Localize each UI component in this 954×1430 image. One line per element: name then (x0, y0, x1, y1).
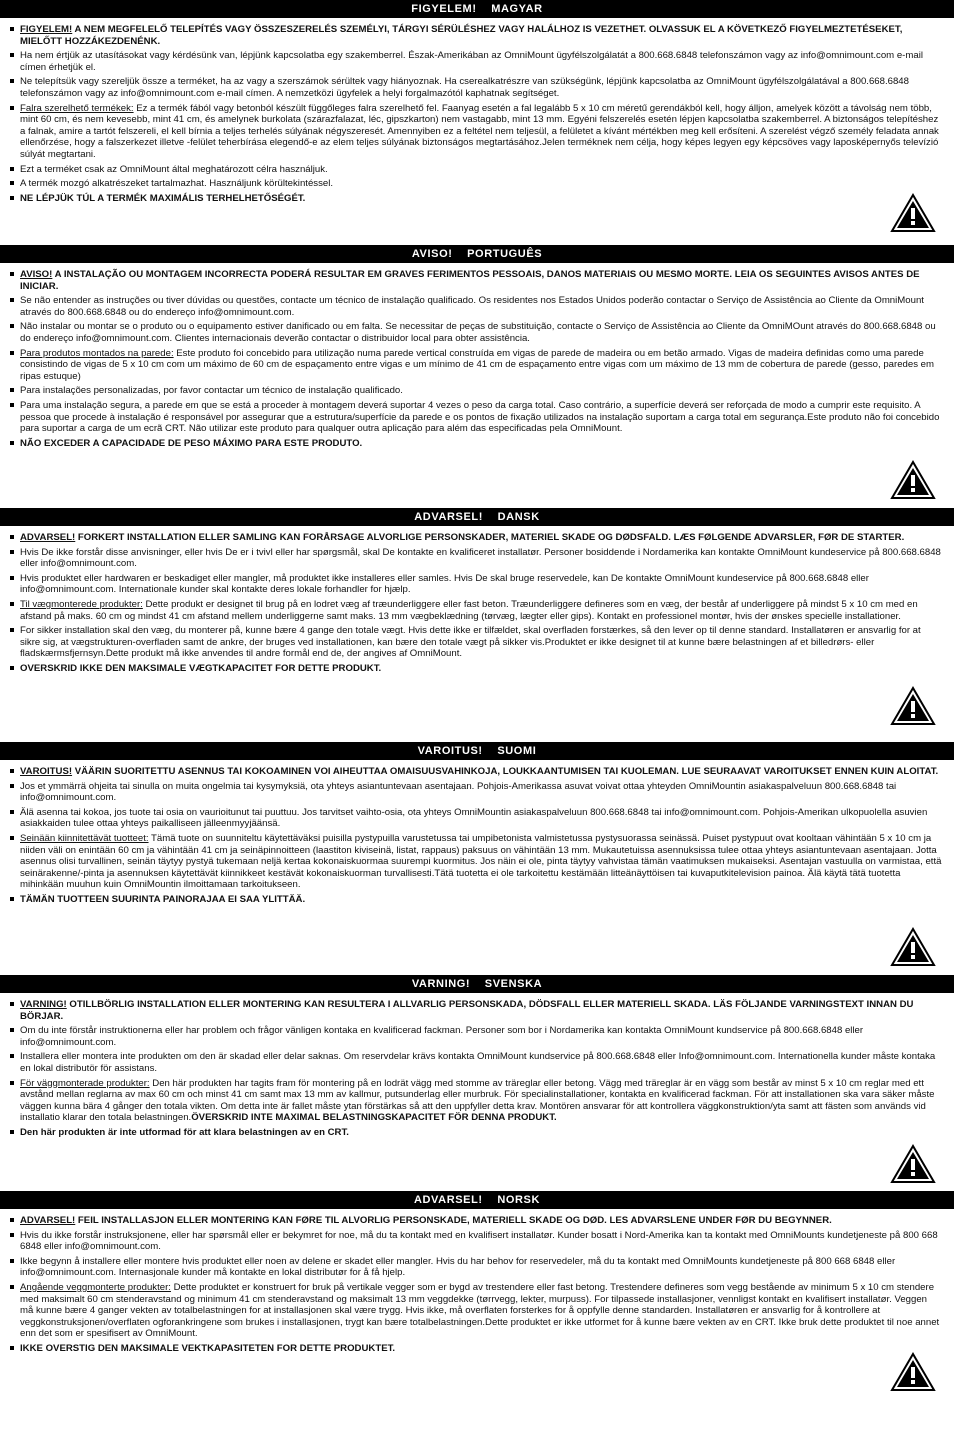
warning-item (8, 385, 942, 397)
warning-item (8, 532, 942, 544)
warning-list (0, 993, 954, 1139)
item-text: Älä asenna tai kokoa, jos tuote tai osia on vaurioitunut tai puuttuu. Jos tarvitset vaihto-osia, ota yhteys OmniMountin asiakaspalveluun 800.668.6848 tai info@omnimount.com. Pohjois-Amerikan ulkopuolella asuvien asiakkaiden tulee ottaa yhteys paikalliseen jälleenmyyjäänsä. (20, 806, 928, 830)
warning-item (8, 625, 942, 660)
item-text: NÃO EXCEDER A CAPACIDADE DE PESO MÁXIMO PARA ESTE PRODUTO. (20, 437, 363, 449)
warning-item (8, 599, 942, 622)
warning-item (8, 1051, 942, 1074)
item-lead: ADVARSEL! (20, 532, 76, 543)
warning-item (8, 573, 942, 596)
warning-item (8, 781, 942, 804)
warning-list (0, 18, 954, 204)
item-text: Dette produkt er designet til brug på en lodret væg af træunderliggere eller fast beton. Træunderliggere defineres som en væg, der består af underliggere på mindst 5 x 10 cm med en afstand på maks. 60 cm og mindst 41 cm afstand mellem underliggerne samt maks. 13 mm vægbeklædning (tørvæg, lægter eller gips). Kontakt en professionel montør, hvis der ønskes specielle installationer. (20, 598, 918, 622)
item-text: A termék mozgó alkatrészeket tartalmazhat. Használjunk körültekintéssel. (20, 178, 334, 190)
item-lead: Seinään kiinnitettävät tuotteet: (20, 832, 149, 844)
item-text: Ne telepítsük vagy szereljük össze a terméket, ha az vagy a szerszámok sérültek vagy hiányoznak. Ha cserealkatrészre van szükségünk, lépjünk kapcsolatba az OmniMount ügyfélszolgálatával a 800.668.6848 telefonszámon vagy az info@omnimount.com e-mail címen. A nemzetközi ügyfelek a helyi forgalmazótól kaphatnak segítséget. (20, 76, 909, 99)
warning-item (8, 178, 942, 190)
warning-item (8, 103, 942, 161)
warning-item (8, 438, 942, 450)
section-header: VARNING! SVENSKA (0, 975, 954, 993)
item-text: VÄÄRIN SUORITETTU ASENNUS TAI KOKOAMINEN VOI AIHEUTTAA OMAISUUSVAHINKOJA, LOUKKAANTUMISEN TAI KUOLEMAN. LUE SEURAAVAT VAROITUKSET ENNEN KUIN ALOITAT. (72, 766, 939, 777)
item-lead: Falra szerelhető termékek: (20, 102, 134, 114)
warning-item (8, 663, 942, 675)
warning-item (8, 547, 942, 570)
item-lead: FIGYELEM! (20, 24, 73, 35)
warning-list (0, 526, 954, 675)
warning-item (8, 999, 942, 1022)
item-text: For sikker installation skal den væg, du monterer på, kunne bære 4 gange den totale vægt. Hvis dette ikke er tilfældet, skal overfladen forstærkes, så den lever op til denne standard. Installatøren er ansvarlig for at sikre sig, at vægstrukturen-overfladen samt de ankre, der bruges ved installationen, kan bære den totale vægt på sikker vis.Produktet er ikke designet til at kunne bære belastningen af et billedrørs- eller fladskærmsfjernsyn.Dette produkt må ikke anvendes til andre formål end de, der angives af OmniMount. (20, 625, 921, 660)
warning-section (0, 245, 954, 452)
item-text: FEIL INSTALLASJON ELLER MONTERING KAN FØRE TIL ALVORLIG PERSONSKADE, MATERIELL SKADE OG DØD. LES ADVARSLENE UNDER FØR DU BEGYNNER. (75, 1215, 832, 1226)
warning-section (0, 0, 954, 207)
section-header: ADVARSEL! DANSK (0, 508, 954, 526)
section-header: FIGYELEM! MAGYAR (0, 0, 954, 18)
warning-item (8, 321, 942, 344)
warning-item (8, 348, 942, 383)
item-text: A INSTALAÇÃO OU MONTAGEM INCORRECTA PODERÁ RESULTAR EM GRAVES FERIMENTOS PESSOAIS, DANOS MATERIAIS OU MESMO MORTE. LEIA OS SEGUINTES AVISOS ANTES DE INICIAR. (20, 269, 920, 292)
item-text: A NEM MEGFELELŐ TELEPÍTÉS VAGY ÖSSZESZERELÉS SZEMÉLYI, TÁRGYI SÉRÜLÉSHEZ VAGY HALÁLHOZ IS VEZETHET. OLVASSUK EL A KÖVETKEZŐ FIGYELMEZTETÉSEKET, MIELŐTT HOZZÁKEZDENÉNK. (20, 24, 903, 47)
item-text: Hvis De ikke forstår disse anvisninger, eller hvis De er i tvivl eller har spørgsmål, skal De kontakte en kvalificeret installatør. Personer bosiddende i Nordamerika kan kontakte OmniMount kundeservice på 800.668.6848 eller info@omnimount.com. (20, 546, 941, 570)
warning-item (8, 1282, 942, 1340)
warning-item (8, 1256, 942, 1279)
item-text: Este produto foi concebido para utilização numa parede vertical construída em vigas de parede de madeira ou em betão armado. Vigas de madeira definidas como uma parede consistindo de vigas de 5 x 10 cm com um máximo de 60 cm de espaçamento entre vigas e um mínimo de 41 cm de espaçamento entre vigas com um máximo de 13 mm de cobertura de parede (gesso, paredes em ripas estuque) (20, 347, 934, 382)
item-lead: För väggmonterade produkter: (20, 1077, 150, 1089)
warning-list (0, 1209, 954, 1355)
warning-item (8, 807, 942, 830)
warning-triangle-icon (890, 193, 936, 233)
item-text: Tämä tuote on suunniteltu käytettäväksi puisilla pystypuilla varustetussa tai umpibetonista valmistetussa pystysuorassa seinässä. Puiset pystypuut ovat kooltaan vähintään 5 x 10 cm ja niiden väli on enintään 60 cm ja vähintään 41 cm ja seinäpinnoitteen (laastiton kiviseinä, listat, rappaus) paksuus on vähintään 13 mm. Mukautetuissa asennuksissa tulee ottaa yhteys asiantuntevaan asentajaan. Jotta asennus olisi turvallinen, seinän täytyy pystyä tukemaan neljä kertaa kokonaiskuormaa suurempi kuormitus. Jos näin ei ole, pinta täytyy vahvistaa tämän vaatimuksen mukaiseksi. Asentajan vastuulla on varmistaa, että seinärakenne/-pinta ja asennuksen käytettävät kiinnikkeet kestävät kokonaiskuorman turvallisesti.Tätä tuotetta ei ole tarkoitettu kestämään litteänäyttöisen tai kuvaputkitelevision painoa. Älä käytä tätä tuotetta mihinkään muuhun kuin OmniMountin ilmoittamaan tarkoitukseen. (20, 832, 942, 891)
warning-triangle-icon (890, 1144, 936, 1184)
item-text: Installera eller montera inte produkten om den är skadad eller delar saknas. Om reservdelar krävs kontakta OmniMount kundservice på 800.668.6848 eller Info@omnimount.com. Internationella kunder måste kontaka en lokal distributör för assistans. (20, 1051, 936, 1074)
warning-item (8, 269, 942, 292)
warning-item (8, 1025, 942, 1048)
item-text: Hvis produktet eller hardwaren er beskadiget eller mangler, må produktet ikke installeres eller samles. Hvis De skal bruge reservedele, kan De kontakte OmniMount kundeservice på 800.668.6848 eller info@omnimount.com. Internationale kunder skal kontakte deres lokale forhandler for hjælp. (20, 572, 869, 596)
item-text: Ezt a terméket csak az OmniMount által meghatározott célra használjuk. (20, 163, 328, 175)
item-text: TÄMÄN TUOTTEEN SUURINTA PAINORAJAA EI SAA YLITTÄÄ. (20, 893, 306, 905)
section-header: VAROITUS! SUOMI (0, 742, 954, 760)
item-text: FORKERT INSTALLATION ELLER SAMLING KAN FORÅRSAGE ALVORLIGE PERSONSKADER, MATERIEL SKADE OG DØDSFALD. LÆS FØLGENDE ADVARSLER, FØR DE STARTER. (75, 532, 905, 543)
warning-item (8, 766, 942, 778)
item-text: Não instalar ou montar se o produto ou o equipamento estiver danificado ou em falta. Se necessitar de peças de substituição, contacte o Serviço de Assistência ao Cliente da OmniMOunt através do 800.668.6848 ou do endereço info@omnimount.com. Clientes internacionais deverão contactar o distribuidor local para obter assistência. (20, 321, 936, 344)
item-lead: ADVARSEL! (20, 1215, 76, 1226)
warning-list (0, 760, 954, 906)
warning-item (8, 1343, 942, 1355)
warning-item (8, 1215, 942, 1227)
warning-section (0, 1191, 954, 1358)
warning-item (8, 400, 942, 435)
warning-triangle-icon (890, 686, 936, 726)
warning-section (0, 508, 954, 678)
warning-item (8, 24, 942, 47)
warning-section (0, 742, 954, 909)
item-lead: Angående veggmonterte produkter: (20, 1281, 171, 1293)
warning-triangle-icon (890, 1352, 936, 1392)
warning-list (0, 263, 954, 449)
item-text: Se não entender as instruções ou tiver dúvidas ou questões, contacte um técnico de instalação qualificado. Os residentes nos Estados Unidos poderão contactar o Serviço de Assistência ao Cliente da OmniMount através do 800.668.6848 ou do endereço info@omnimount.com. (20, 295, 924, 318)
item-text: OTILLBÖRLIG INSTALLATION ELLER MONTERING KAN RESULTERA I ALLVARLIG PERSONSKADA, DÖDSFALL ELLER MATERIELL SKADA. LÄS FÖLJANDE VARNINGSTEXT INNAN DU BÖRJAR. (20, 999, 914, 1022)
item-text: Ikke begynn å installere eller montere hvis produktet eller noen av delene er skadet eller mangler. Hvis du har behov for reservedeler, må du ta kontakt med OmniMounts kundetjeneste på 800 668 6848 eller info@omnimount.com. Internasjonale kunder må kontakte en lokal distributør for å få hjelp. (20, 1255, 896, 1279)
item-text: IKKE OVERSTIG DEN MAKSIMALE VEKTKAPASITETEN FOR DETTE PRODUKTET. (20, 1342, 396, 1354)
item-text: NE LÉPJÜK TÚL A TERMÉK MAXIMÁLIS TERHELHETŐSÉGÉT. (20, 192, 306, 204)
item-lead: Para produtos montados na parede: (20, 347, 174, 359)
item-text: Ez a termék fából vagy betonból készült függőleges falra szerelhető fel. Faanyag esetén a fal legalább 5 x 10 cm méretű gerendákból kell, hogy álljon, amelyek között a távolság nem több, mint 60 cm, és nem kevesebb, mint 41 cm, és amelynek burkolata (szárazfalazat, léc, gipszkarton) nem vastagabb, mint 13 mm. Egyéni felszerelés esetén lépjen kapcsolatba szakemberrel. A biztonságos telepítéshez a falnak, amire a tartót felszereli, el kell bírnia a teljes terhelés súlyának négyszeresét. Amennyiben ez a feltétel nem teljesül, a felületet a kívánt mértékben meg kell erősíteni. A szerelést végző személy feladata annak ellenőrzése, hogy a falszerkezet illetve -felület teherbírása elegendő-e az elem teljes súlyának biztonságos megtartásához.Jelen terméknek nem célja, hogy képes legyen egy képcsöves vagy laposképernyős televízió súlyát megtartani. (20, 102, 939, 160)
warning-item (8, 1078, 942, 1124)
item-text: Jos et ymmärrä ohjeita tai sinulla on muita ongelmia tai kysymyksiä, ota yhteys asiantuntevaan asentajaan. Pohjois-Amerikassa asuvat voivat ottaa yhteyden OmniMountin asiakaspalveluun 800.668.6848 tai info@omnimount.com. (20, 780, 897, 804)
item-text: Ha nem értjük az utasításokat vagy kérdésünk van, lépjünk kapcsolatba egy szakemberrel. Észak-Amerikában az OmniMount ügyfélszolgálatát a 800.668.6848 telefonszámon vagy az info@omnimount.com e-mail címen érhetjük el. (20, 50, 923, 73)
warning-item (8, 76, 942, 99)
warning-section (0, 975, 954, 1142)
warning-item (8, 894, 942, 906)
warning-triangle-icon (890, 460, 936, 500)
section-header: ADVARSEL! NORSK (0, 1191, 954, 1209)
item-text: Dette produktet er konstruert for bruk på vertikale vegger som er bygd av trestendere eller fast betong. Trestendere defineres som vegg bestående av minimum 5 x 10 cm stendere med maksimalt 60 cm stenderavstand og minimum 41 cm stenderavstand og maksimalt 13 mm veggdekke (tørrvegg, lekter, murpuss). For tilpassede installasjoner, vennligst kontakt en kvalifisert installatør. Veggen må kunne bære 4 ganger vekten av totalbelastningen for at installasjonen skal være trygg. Hvis ikke, må overflaten forsterkes for å oppfylle denne standarden. Installatøren er ansvarlig for å kontrollere at veggkonstruksjonen/overflaten ogforankringene som brukes i installasjonen, trygt kan bære totalbelastningen.Dette produktet er ikke utformet for å kunne bære vekten av en CRT. Ikke bruk dette produktet til noe annet enn det som er spesifisert av OmniMount. (20, 1281, 940, 1340)
warning-item (8, 295, 942, 318)
section-header: AVISO! PORTUGUÊS (0, 245, 954, 263)
warning-item (8, 164, 942, 176)
item-text: Para instalações personalizadas, por favor contactar um técnico de instalação qualificado. (20, 385, 403, 397)
item-text: Den här produkten är inte utformad för att klara belastningen av en CRT. (20, 1126, 349, 1138)
item-lead: VAROITUS! (20, 766, 73, 777)
item-text: Hvis du ikke forstår instruksjonene, eller har spørsmål eller er bekymret for noe, må du ta kontakt med en kvalifisert installatør. Kunder bosatt i Nord-Amerika kan ta kontakt med OmniMounts kundetjeneste på 800 668 6848 eller info@omnimount.com. (20, 1229, 938, 1253)
item-tail: ÖVERSKRID INTE MAXIMAL BELASTNINGSKAPACITET FÖR DENNA PRODUKT. (191, 1112, 557, 1124)
warning-item (8, 1230, 942, 1253)
warning-item (8, 193, 942, 205)
warning-item (8, 50, 942, 73)
item-lead: VARNING! (20, 999, 67, 1010)
warning-item (8, 1127, 942, 1139)
item-text: Om du inte förstår instruktionerna eller har problem och frågor vänligen kontaka en kvalificerad fackman. Personer som bor i Nordamerika kan kontakta OmniMount kundservice på 800.668.6848 eller info@omnimount.com. (20, 1025, 864, 1048)
warning-item (8, 833, 942, 891)
warning-triangle-icon (890, 927, 936, 967)
item-text: Para uma instalação segura, a parede em que se está a proceder à montagem deverá suportar 4 vezes o peso da carga total. Caso contrário, a superfície deverá ser reforçada de modo a cumprir este requisito. A pessoa que procede à instalação é responsável por assegurar que a estrutura/superfície da parede e os pontos de fixação utilizados na instalação suportam a carga total em segurança.Este produto não foi concebido para suportar a carga de um ecrã CRT. Não utilizar este produto para qualquer outra aplicação para além das especificadas pela OmniMount. (20, 399, 940, 435)
item-lead: Til vægmonterede produkter: (20, 598, 143, 610)
item-text: Den här produkten har tagits fram för montering på en lodrät vägg med stomme av träreglar eller betong. Vägg med träreglar är en vägg som består av minst 5 x 10 cm reglar med ett avstånd mellan reglarna av max 60 cm och minst 41 cm samt max 13 mm av kallmur, putsunderlag eller murbruk. För specialinstallationer, kontakta en kvalificerad fackman. För att installationen ska vara säker måste väggen kunna bära 4 gånger den totala vikten. Om detta inte är fallet måste ytan förstärkas så att den uppfyller detta krav. Montören ansvarar för att kontrollera väggkonstruktion/yta samt att fästen som används vid installatio klarar den totala belastningen. (20, 1077, 935, 1124)
item-lead: AVISO! (20, 269, 53, 280)
item-text: OVERSKRID IKKE DEN MAKSIMALE VÆGTKAPACITET FOR DETTE PRODUKT. (20, 662, 382, 674)
